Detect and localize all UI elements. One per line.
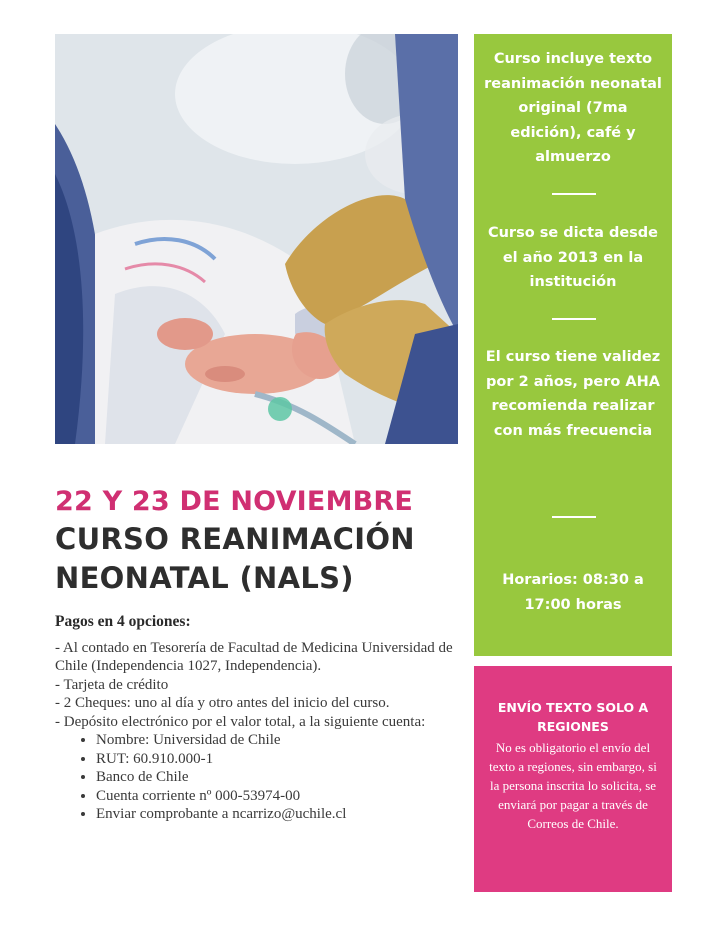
- shipping-title: ENVÍO TEXTO SOLO A REGIONES: [497, 700, 649, 734]
- bank-rut: • RUT: 60.910.000-1: [96, 750, 460, 769]
- newborn-photo: [55, 34, 458, 444]
- bank-receipt-email: • Enviar comprobante a ncarrizo@uchile.cl: [96, 805, 460, 824]
- payment-heading: Pagos en 4 opciones:: [55, 613, 191, 630]
- course-includes-text: Curso incluye texto reanimación neonatal original (7ma edición), café y almuerzo: [484, 51, 662, 166]
- divider: [552, 318, 596, 320]
- course-schedule-text: Horarios: 08:30 a 17:00 horas: [502, 572, 644, 613]
- divider: [552, 193, 596, 195]
- bank-details-list: [55, 731, 460, 824]
- course-title-line1: CURSO REANIMACIÓN: [55, 522, 415, 556]
- bank-account-number: • Cuenta corriente nº 000-53974-00: [96, 787, 460, 806]
- course-title: [55, 520, 465, 598]
- newborn-illustration: [55, 34, 458, 444]
- course-title-line2: NEONATAL (NALS): [55, 561, 354, 595]
- course-date: 22 Y 23 DE NOVIEMBRE: [55, 486, 414, 517]
- payment-options: [55, 613, 460, 824]
- payment-option-deposit: - Depósito electrónico por el valor total, a la siguiente cuenta:: [55, 713, 426, 730]
- shipping-body: No es obligatorio el envío del texto a regiones, sin embargo, si la persona inscrita lo solicita, se enviará por pagar a través de Correos de Chile.: [489, 740, 657, 831]
- bank-account-name: • Nombre: Universidad de Chile: [96, 731, 460, 750]
- shipping-info-box: [474, 666, 672, 892]
- course-since-text: Curso se dicta desde el año 2013 en la institución: [487, 225, 659, 291]
- bank-name: • Banco de Chile: [96, 768, 460, 787]
- payment-option-cash: - Al contado en Tesorería de Facultad de Medicina Universidad de Chile (Independencia 1027, Independencia).: [55, 639, 453, 674]
- payment-option-card: - Tarjeta de crédito: [55, 676, 169, 693]
- payment-option-checks: - 2 Cheques: uno al día y otro antes del inicio del curso.: [55, 695, 390, 711]
- course-validity-text: El curso tiene validez por 2 años, pero AHA recomienda realizar con más frecuencia: [485, 349, 661, 439]
- divider: [552, 516, 596, 518]
- course-info-sidebar: [474, 34, 672, 656]
